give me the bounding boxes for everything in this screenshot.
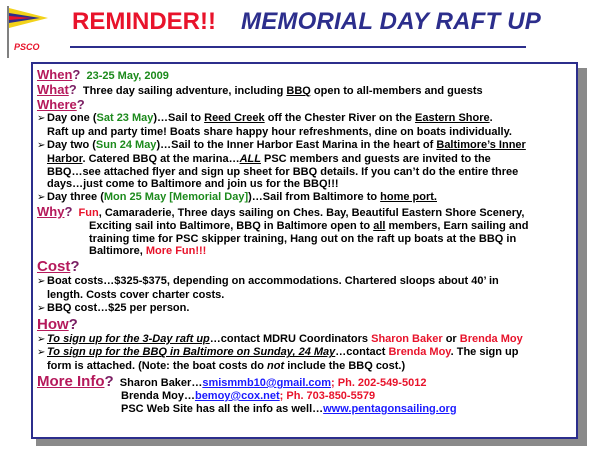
where-heading: Where xyxy=(37,96,77,112)
bbq-contact: Brenda Moy xyxy=(388,346,451,359)
info-panel xyxy=(31,62,578,439)
coordinator-sharon: Sharon Baker xyxy=(371,332,443,345)
why-line-3: training time for PSC skipper training, Hang out on the raft up boats at the BBQ in xyxy=(89,232,517,245)
day-one-line: ➢ Day one (Sat 23 May)…Sail to Reed Creek off the Chester River on the Eastern Shore. xyxy=(37,112,493,125)
when-row: When? 23-25 May, 2009 xyxy=(37,67,169,82)
why-line-2: Exciting sail into Baltimore, BBQ in Baltimore open to all members, Earn sailing and xyxy=(89,219,529,232)
psc-burgee-logo xyxy=(4,4,50,60)
website-link[interactable]: www.pentagonsailing.org xyxy=(323,402,457,415)
day-two-line-3: BBQ…see attached flyer and sign up sheet for BBQ details. If you can’t do the entire three xyxy=(47,165,519,178)
bullet-arrow-icon: ➢ xyxy=(37,113,46,125)
more-info-row: More Info? Sharon Baker…smismmb10@gmail.com; Ph. 202-549-5012 xyxy=(37,372,427,390)
why-heading: Why xyxy=(37,203,65,219)
how-item-1: ➢ To sign up for the 3-Day raft up…contact MDRU Coordinators Sharon Baker or Brenda Moy xyxy=(37,332,523,345)
more-fun-text: More Fun!!! xyxy=(145,245,207,258)
day-two-line: ➢ Day two (Sun 24 May)…Sail to the Inner Harbor East Marina in the heart of Baltimore’s Inner xyxy=(37,138,526,151)
how-item-2-line-2: form is attached. (Note: the boat costs do not include the BBQ cost.) xyxy=(47,360,406,373)
bullet-arrow-icon: ➢ xyxy=(37,192,46,204)
eastern-shore: Eastern Shore xyxy=(415,112,490,125)
bbq-cost-line: ➢ BBQ cost…$25 per person. xyxy=(37,301,190,314)
boat-cost-line-2: length. Costs cover charter costs. xyxy=(47,288,225,301)
what-heading: What xyxy=(37,81,69,97)
when-heading: When xyxy=(37,67,73,82)
baltimore-inner-harbor: Baltimore’s Inner xyxy=(436,138,526,151)
all-emphasis: ALL xyxy=(239,152,261,165)
event-title: MEMORIAL DAY RAFT UP xyxy=(241,8,542,35)
reed-creek: Reed Creek xyxy=(204,112,265,125)
bullet-arrow-icon: ➢ xyxy=(37,302,46,314)
where-heading-row: Where? xyxy=(37,96,85,112)
coordinator-brenda: Brenda Moy xyxy=(459,332,523,345)
brenda-phone: ; Ph. 703-850-5579 xyxy=(279,389,376,402)
website-line: PSC Web Site has all the info as well…www.pentagonsailing.org xyxy=(121,402,457,415)
day-one-line-2: Raft up and party time! Boats share happy hour refreshments, dine on boats individually. xyxy=(47,126,512,139)
brenda-contact-line: Brenda Moy…bemoy@cox.net; Ph. 703-850-5579 xyxy=(121,389,376,402)
what-row: What? Three day sailing adventure, including BBQ open to all-members and guests xyxy=(37,81,483,97)
boat-cost-line: ➢ Boat costs…$325-$375, depending on accommodations. Chartered sloops about 40’ in xyxy=(37,275,499,288)
how-heading: How xyxy=(37,315,69,333)
more-info-heading: More Info xyxy=(37,372,105,390)
why-row: Why? Fun, Camaraderie, Three days sailing on Ches. Bay, Beautiful Eastern Shore Scenery, xyxy=(37,203,525,219)
sharon-phone: ; Ph. 202-549-5012 xyxy=(331,376,427,389)
cost-heading: Cost xyxy=(37,258,71,276)
home-port: home port. xyxy=(380,191,437,204)
bullet-arrow-icon: ➢ xyxy=(37,347,46,359)
raft-up-signup-link[interactable]: To sign up for the 3-Day raft up xyxy=(47,332,210,345)
day-three-line: ➢ Day three (Mon 25 May [Memorial Day])…Sail from Baltimore to home port. xyxy=(37,191,437,204)
bullet-arrow-icon: ➢ xyxy=(37,333,46,345)
cost-heading-row: Cost? xyxy=(37,258,80,276)
how-heading-row: How? xyxy=(37,315,78,333)
fun-text: Fun xyxy=(78,206,99,219)
when-value: 23-25 May, 2009 xyxy=(86,70,169,82)
bullet-arrow-icon: ➢ xyxy=(37,139,46,151)
bbq-signup-link[interactable]: To sign up for the BBQ in Baltimore on Sunday, 24 May xyxy=(47,346,336,359)
sharon-email-link[interactable]: smismmb10@gmail.com xyxy=(202,376,332,389)
day-two-line-2: Harbor. Catered BBQ at the marina…ALL PSC members and guests are invited to the xyxy=(47,152,491,165)
bbq-text: BBQ xyxy=(286,84,311,97)
why-line-4: Baltimore, More Fun!!! xyxy=(89,245,207,258)
logo-text: PSCO xyxy=(14,42,40,52)
day-two-line-4: days…just come to Baltimore and join us for the BBQ!!! xyxy=(47,178,339,191)
reminder-title: REMINDER!! xyxy=(72,8,216,35)
title-underline xyxy=(70,46,526,48)
brenda-email-link[interactable]: bemoy@cox.net xyxy=(194,389,280,402)
how-item-2: ➢ To sign up for the BBQ in Baltimore on Sunday, 24 May…contact Brenda Moy. The sign up xyxy=(37,346,519,359)
bullet-arrow-icon: ➢ xyxy=(37,276,46,288)
